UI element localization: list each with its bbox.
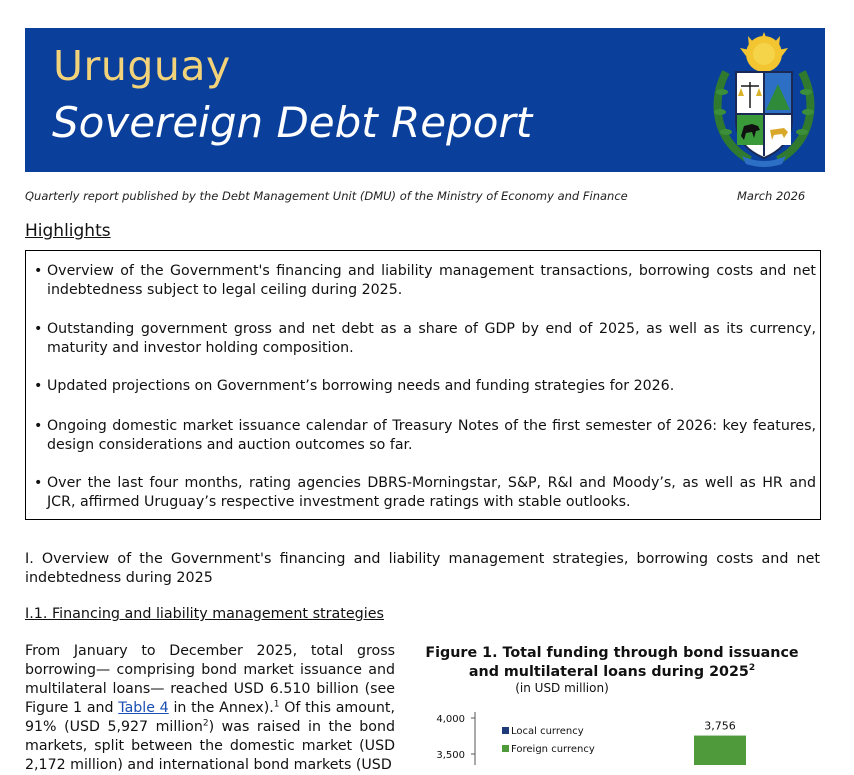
body-paragraph: From January to December 2025, total gross borrowing— comprising bond market issuance and multilateral loans— reached USD 6.510 billion (see Figure 1 and Table 4 in the Annex).$^1$ Of this amount, 91% (USD 5,927 million$^2$) was raised in the bond markets, split between the domestic market (USD 2,172 million) and international bond markets (USD [25,643,395,773]
bullet-icon: • [34,263,43,279]
highlight-item: • Updated projections on Government’s borrowing needs and funding strategies for 2026. [34,378,675,394]
subsection-title: I.1. Financing and liability management strategies [25,606,384,622]
legend-swatch [502,745,509,752]
report-subtitle: Quarterly report published by the Debt Management Unit (DMU) of the Ministry of Economy and Finance [25,189,628,203]
legend-swatch [502,727,509,734]
country-title: Uruguay [53,42,231,90]
highlight-item: • Over the last four months, rating agencies DBRS-Morningstar, S&P, R&I and Moody’s, as well as HR and JCR, affirmed Uruguay’s respective investment grade ratings with stable outlooks. [34,475,816,510]
legend-label: Local currency [511,726,584,737]
highlight-item: • Ongoing domestic market issuance calendar of Treasury Notes of the first semester of 2026: key features, design considerations and auction outcomes so far. [34,418,816,453]
y-tick-label: 3,500 [436,750,465,761]
table-4-link[interactable]: Table 4 [118,700,169,716]
highlights-heading: Highlights [25,221,111,241]
highlights-box [25,250,821,520]
report-title: Sovereign Debt Report [52,98,533,147]
bullet-icon: • [34,475,43,491]
bar-foreign-currency [694,736,746,765]
highlight-item: • Overview of the Government's financing and liability management transactions, borrowing costs and net indebtedness subject to legal ceiling during 2025. [34,263,816,298]
bullet-icon: • [34,378,43,394]
coat-of-arms-icon [708,32,820,168]
bullet-icon: • [34,418,43,434]
bar-data-label: 3,756 [704,719,736,733]
figure-title: Figure 1. Total funding through bond issuance and multilateral loans during 2025$^2$ [425,645,799,680]
bullet-icon: • [34,321,43,337]
y-tick-label: 4,000 [436,714,465,725]
report-banner [25,28,825,172]
figure-subtitle: (in USD million) [515,681,609,695]
highlight-item: • Outstanding government gross and net debt as a share of GDP by end of 2025, as well as its currency, maturity and investor holding composition. [34,321,816,356]
footnote-ref[interactable]: 2 [748,663,756,674]
footnote-ref[interactable]: 2 [202,718,209,729]
section-title: I. Overview of the Government's financing and liability management strategies, borrowing costs and net indebtedness during 2025 [25,551,820,586]
funding-bar-chart [425,704,825,765]
footnote-ref[interactable]: 1 [273,699,280,710]
report-date: March 2026 [737,189,806,203]
legend-label: Foreign currency [511,744,595,755]
